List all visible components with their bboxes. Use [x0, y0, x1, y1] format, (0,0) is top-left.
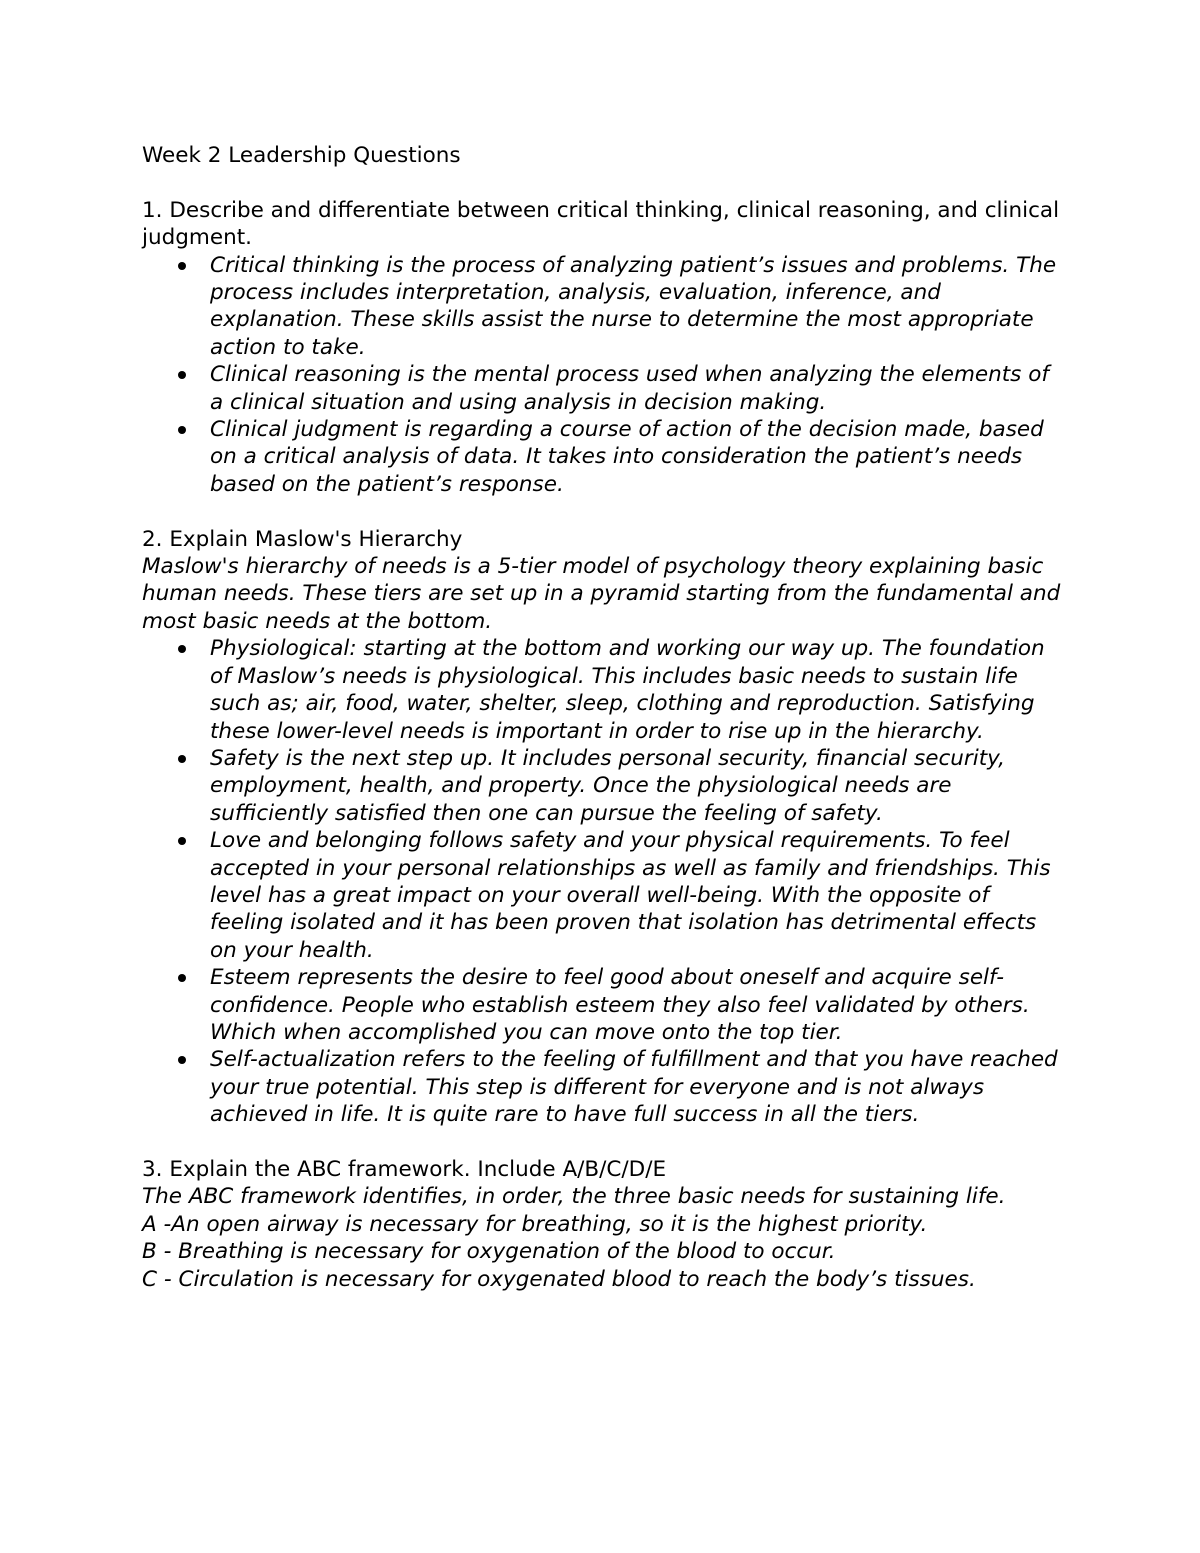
list-item: [142, 745, 1067, 827]
spacer: [142, 498, 1067, 525]
bullet-icon: [178, 645, 186, 653]
list-item-text: Clinical reasoning is the mental process used when analyzing the elements of a clinical situation and using analysis in decision making.: [210, 362, 1049, 415]
question-3-heading: 3. Explain the ABC framework. Include A/B/C/D/E: [142, 1156, 667, 1182]
bullet-icon: [178, 1056, 186, 1064]
question-1-heading: 1. Describe and differentiate between critical thinking, clinical reasoning, and clinical judgment.: [142, 197, 1060, 251]
list-item-text: Self-actualization refers to the feeling of fulfillment and that you have reached your true potential. This step is different for everyone and is not always achieved in life. It is quite rare to have full success in all the tiers.: [210, 1047, 1058, 1128]
question-1-answer-list: [142, 252, 1067, 499]
list-item: [142, 252, 1067, 362]
list-item: [142, 361, 1067, 416]
bullet-icon: [178, 426, 186, 434]
document-title: Week 2 Leadership Questions: [142, 143, 461, 168]
abc-line-b: B - Breathing is necessary for oxygenation of the blood to occur.: [142, 1239, 836, 1265]
question-2-answer-list: [142, 635, 1067, 1128]
abc-line-c: C - Circulation is necessary for oxygenated blood to reach the body’s tissues.: [142, 1266, 976, 1292]
list-item: [142, 827, 1067, 964]
question-2-heading: 2. Explain Maslow's Hierarchy: [142, 526, 463, 552]
list-item: [142, 964, 1067, 1046]
bullet-icon: [178, 262, 186, 270]
question-3-intro: The ABC framework identifies, in order, the three basic needs for sustaining life.: [142, 1184, 1006, 1210]
list-item-text: Safety is the next step up. It includes personal security, financial security, employment, health, and property. Once the physiological needs are sufficiently satisfied then one can pursue the feeling of safety.: [210, 745, 1006, 826]
spacer: [142, 169, 1067, 196]
document-body: [142, 142, 1067, 1293]
list-item: [142, 635, 1067, 745]
abc-line-a: A -An open airway is necessary for breathing, so it is the highest priority.: [142, 1211, 928, 1237]
spacer: [142, 1129, 1067, 1156]
list-item-text: Esteem represents the desire to feel good about oneself and acquire self-confidence. People who establish esteem they also feel validated by others. Which when accomplished you can move onto the top tier.: [210, 965, 1030, 1045]
list-item-text: Clinical judgment is regarding a course of action of the decision made, based on a critical analysis of data. It takes into consideration the patient’s needs based on the patient’s response.: [210, 417, 1044, 497]
bullet-icon: [178, 755, 186, 763]
list-item: [142, 416, 1067, 498]
bullet-icon: [178, 371, 186, 379]
bullet-icon: [178, 974, 186, 982]
bullet-icon: [178, 837, 186, 845]
list-item-text: Love and belonging follows safety and your physical requirements. To feel accepted in your personal relationships as well as family and friendships. This level has a great impact on your overall well-being. With the opposite of feeling isolated and it has been proven that isolation has detrimental effects on your health.: [210, 828, 1051, 963]
list-item-text: Critical thinking is the process of analyzing patient’s issues and problems. The process includes interpretation, analysis, evaluation, inference, and explanation. These skills assist the nurse to determine the most appropriate action to take.: [210, 252, 1057, 360]
question-2-intro: Maslow's hierarchy of needs is a 5-tier model of psychology theory explaining basic human needs. These tiers are set up in a pyramid starting from the fundamental and most basic needs at the bottom.: [142, 554, 1061, 634]
list-item: [142, 1046, 1067, 1128]
list-item-text: Physiological: starting at the bottom and working our way up. The foundation of Maslow’s needs is physiological. This includes basic needs to sustain life such as; air, food, water, shelter, sleep, clothing and reproduction. Satisfying these lower-level needs is important in order to rise up in the hierarchy.: [210, 636, 1045, 744]
